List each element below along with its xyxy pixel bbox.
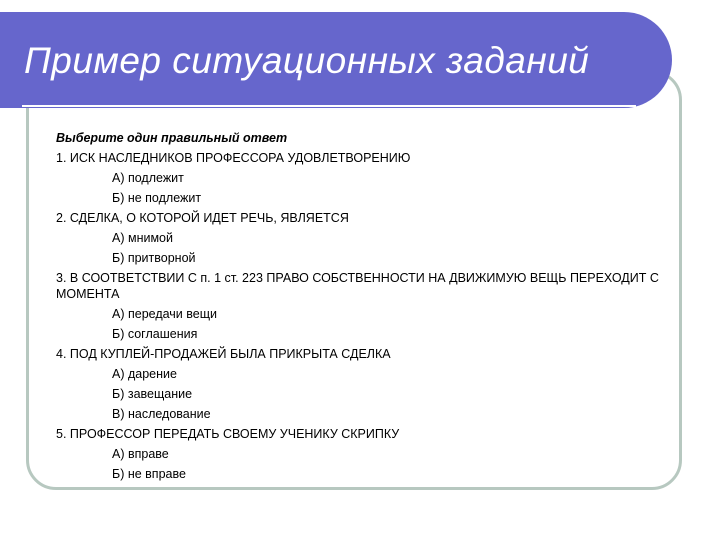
option-3b: Б) соглашения	[112, 327, 198, 341]
option-3a: А) передачи вещи	[112, 307, 217, 321]
question-2: 2. СДЕЛКА, О КОТОРОЙ ИДЕТ РЕЧЬ, ЯВЛЯЕТСЯ	[56, 211, 349, 225]
option-4c: В) наследование	[112, 407, 211, 421]
title-bar	[0, 12, 672, 108]
option-4b: Б) завещание	[112, 387, 193, 401]
question-5: 5. ПРОФЕССОР ПЕРЕДАТЬ СВОЕМУ УЧЕНИКУ СКРИПКУ	[56, 427, 400, 441]
option-2a: А) мнимой	[112, 231, 173, 245]
task-list	[56, 128, 676, 484]
option-5a: А) вправе	[112, 447, 169, 461]
title-underline	[22, 105, 636, 107]
option-4a: А) дарение	[112, 367, 177, 381]
instruction-text: Выберите один правильный ответ	[56, 131, 288, 145]
option-2b: Б) притворной	[112, 251, 196, 265]
option-5b: Б) не вправе	[112, 467, 186, 481]
question-4: 4. ПОД КУПЛЕЙ-ПРОДАЖЕЙ БЫЛА ПРИКРЫТА СДЕЛКА	[56, 347, 391, 361]
question-1: 1. ИСК НАСЛЕДНИКОВ ПРОФЕССОРА УДОВЛЕТВОРЕНИЮ	[56, 151, 411, 165]
option-1a: А) подлежит	[112, 171, 184, 185]
question-3: 3. В СООТВЕТСТВИИ С п. 1 ст. 223 ПРАВО СОБСТВЕННОСТИ НА ДВИЖИМУЮ ВЕЩЬ ПЕРЕХОДИТ С МОМЕНТА	[56, 271, 659, 301]
option-1b: Б) не подлежит	[112, 191, 202, 205]
slide-title: Пример ситуационных заданий	[24, 40, 590, 81]
